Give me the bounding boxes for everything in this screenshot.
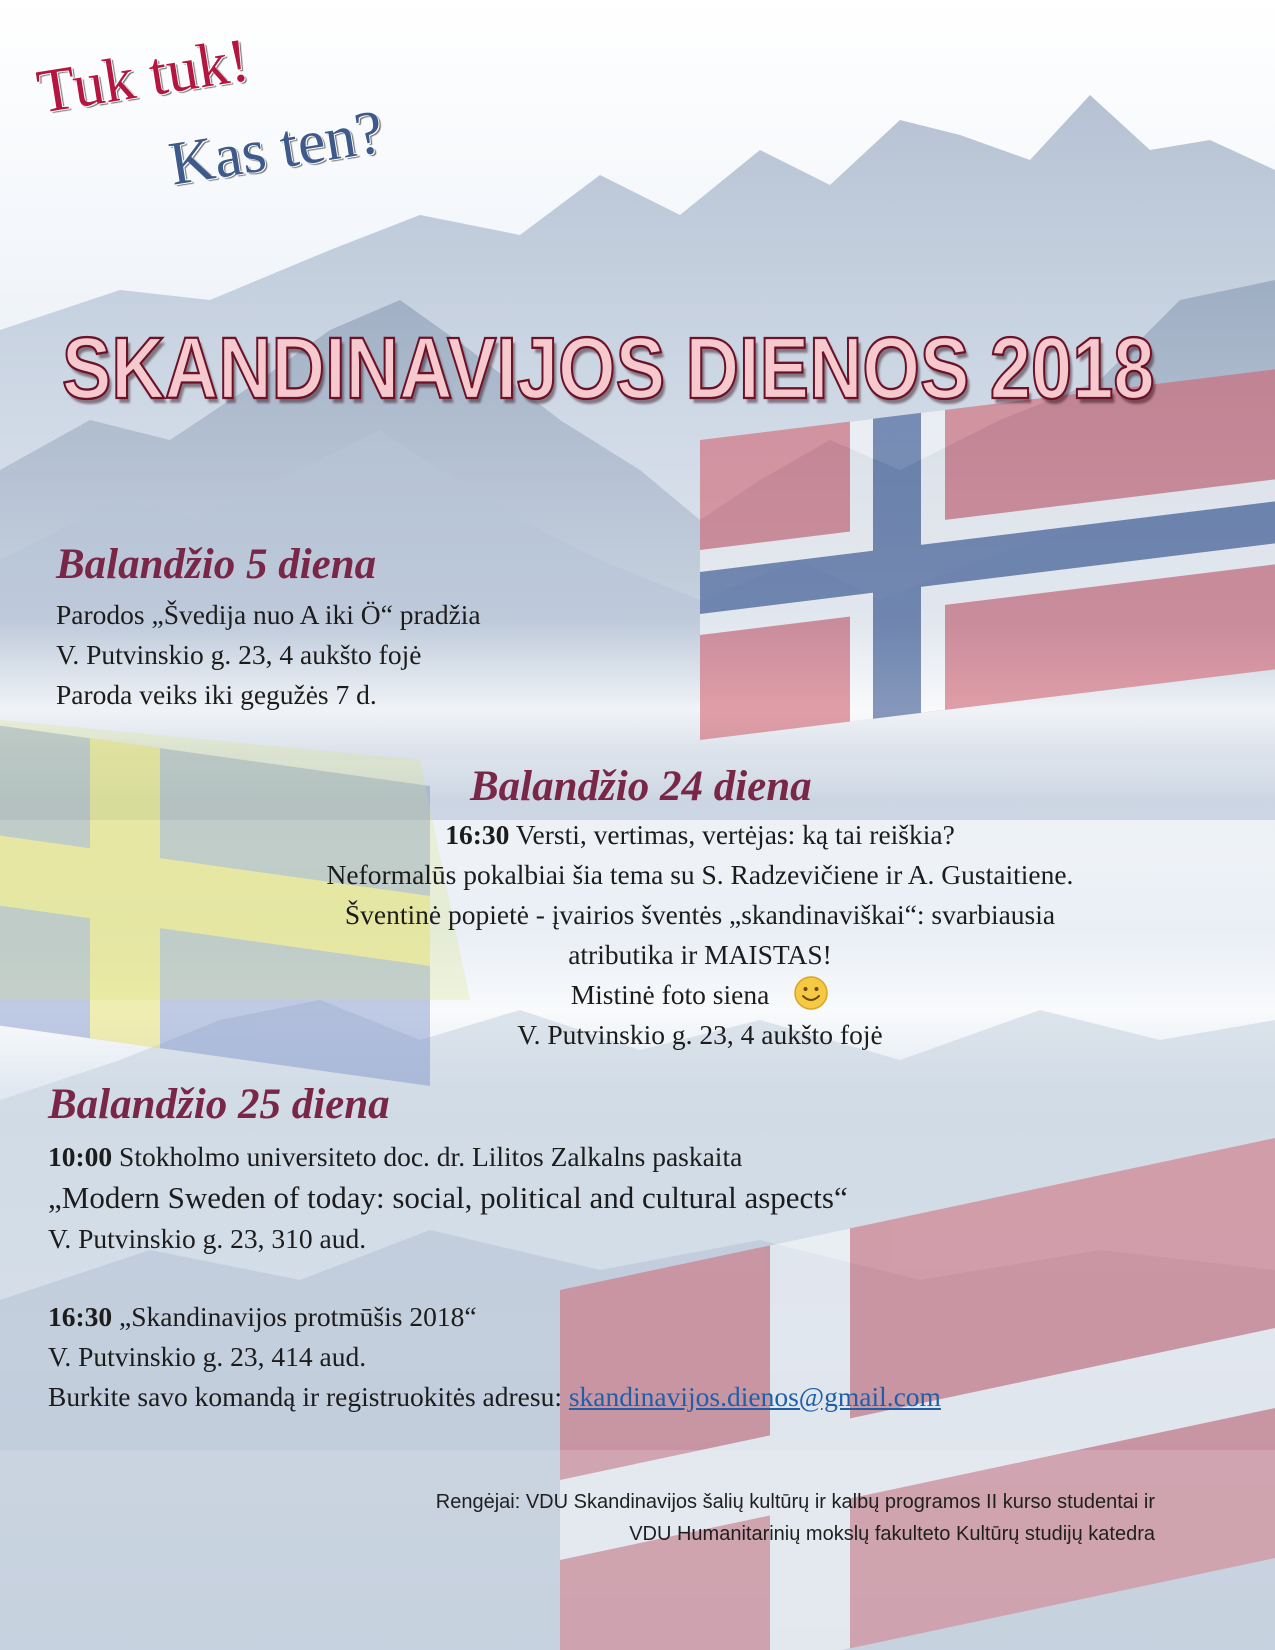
organizers-line-1: Rengėjai: VDU Skandinavijos šalių kultūrų ir kalbų programos II kurso studentai ir [435,1491,1155,1513]
day-heading: Balandžio 24 diena [470,763,812,810]
organizers-line-2: VDU Humanitarinių mokslų fakulteto Kultūrų studijų katedra [629,1523,1155,1545]
event-line [180,815,1220,855]
day-section-april-5 [56,540,481,715]
lecture-title: „Modern Sweden of today: social, political and cultural aspects“ [48,1180,848,1215]
duration-line: Paroda veiks iki gegužės 7 d. [56,679,377,710]
event-description: Versti, vertimas, vertėjas: ką tai reiškia? [509,819,955,850]
celebration-line-2: atributika ir MAISTAS! [568,939,832,970]
day-section-april-25 [48,1080,941,1417]
who-text: Kas ten? [164,97,388,199]
registration-email-link[interactable]: skandinavijos.dienos@gmail.com [568,1381,941,1412]
quiz-location: V. Putvinskio g. 23, 414 aud. [48,1341,367,1372]
celebration-line: Šventinė popietė - įvairios šventės „skandinaviškai“: svarbiausia [344,899,1056,930]
photo-wall-line [180,975,1220,1015]
day-heading: Balandžio 5 diena [56,541,377,588]
lecture-line [48,1137,941,1177]
event-title: SKANDINAVIJOS DIENOS 2018 [62,319,1155,418]
day-heading: Balandžio 25 diena [48,1081,390,1128]
conversation-line: Neformalūs pokalbiai šia tema su S. Radzevičiene ir A. Gustaitiene. [326,859,1074,890]
location-line: V. Putvinskio g. 23, 4 aukšto fojė [56,639,422,670]
lecture-location: V. Putvinskio g. 23, 310 aud. [48,1223,367,1254]
location-line: V. Putvinskio g. 23, 4 aukšto fojė [517,1019,883,1050]
registration-line [48,1377,941,1417]
quiz-time: 16:30 [48,1301,113,1332]
organizers-footer [200,1486,1155,1550]
day-section-april-24 [180,762,1220,1055]
registration-text: Burkite savo komandą ir registruokitės adresu: [48,1381,569,1412]
event-time: 16:30 [445,819,510,850]
quiz-name: „Skandinavijos protmūšis 2018“ [112,1301,477,1332]
knock-text: Tuk tuk! [32,26,254,127]
lecture-description: Stokholmo universiteto doc. dr. Lilitos Zalkalns paskaita [112,1141,743,1172]
quiz-line [48,1297,941,1337]
exhibition-line: Parodos „Švedija nuo A iki Ö“ pradžia [56,599,481,630]
smiley-icon [793,975,829,1011]
lecture-time: 10:00 [48,1141,113,1172]
photo-wall-text: Mistinė foto siena [570,979,770,1010]
